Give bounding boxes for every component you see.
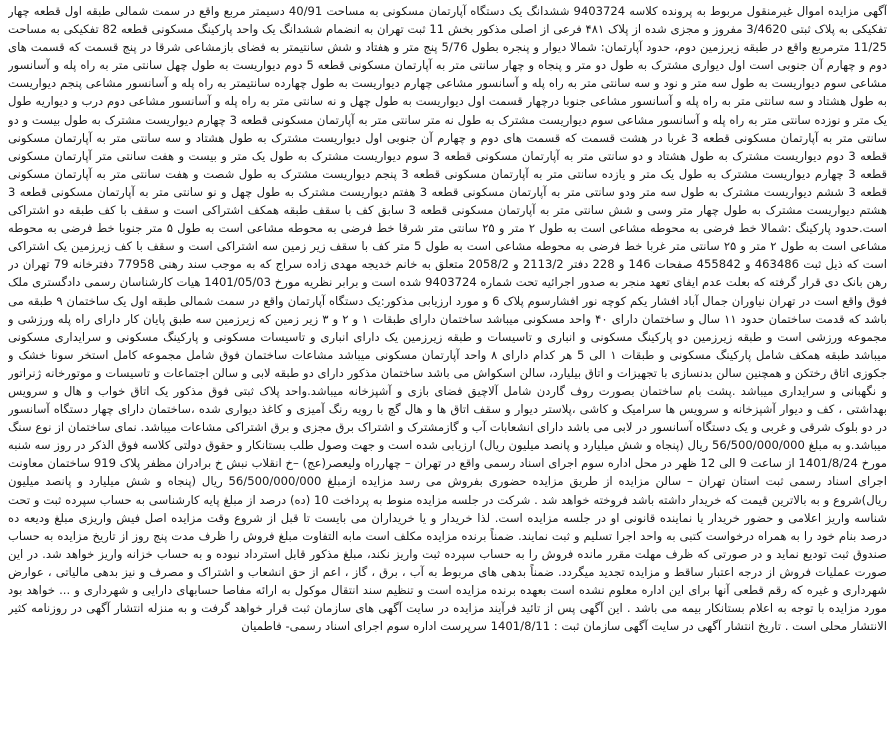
- auction-notice: [8, 2, 887, 729]
- notice-body: آگهی مزایده اموال غیرمنقول مربوط به پرونده کلاسه 9403724 ششدانگ یک دستگاه آپارتمان مسکونی به مساحت 40/91 دسیمتر مربع واقع در سمت شمالی طبقه اول قطعه چهار تفکیکی به پلاک ثبتی 3/4620 مفروز و مجزی شده از پلاک ۴۸۱ فرعی از اصلی مذکور بخش 11 ثبت تهران به انضمام ششدانگ یک واحد پارکینگ مسکونی قطعه 82 تفکیکی به مساحت 11/25 مترمربع واقع در طبقه زیرزمین دوم، حدود آپارتمان: شمالا دیوار و پنجره بطول 5/76 پنج متر و هفتاد و شش سانتیمتر به فضای بازمشاعی شرقا در پنج قسمت که قسمت های دوم و چهارم آن جنوبی است اول دیواری مشترک به طول دو متر و پنجاه و چهار سانتی متر به آپارتمان مسکونی قطعه 5 دوم دیواریست به طول چهل سانتی متر به راه پله و آسانسور مشاعی سوم دیواریست به طول سه متر و نود و سه سانتی متر به راه پله و آسانسور مشاعی چهارم دیواریست به طول چهارده سانتیمتر به راه پله و آسانسور مشاعی پنجم دیواریست به طول هشتاد و سه سانتی متر به راه پله و آسانسور مشاعی جنوبا درچهار قسمت اول دیواریست به طول چهل و نه سانتی متر به راه پله و آسانسور مشاعی دوم درب و دیواریه طول یک متر و نوزده سانتی متر به راه پله و آسانسور مشاعی سوم دیواریست مشترک به طول نه متر سانتی متر به آپارتمان مسکونی قطعه 3 چهارم دیواریست مشترک به طول بیست و دو سانتی متر به آپارتمان مسکونی قطعه 3 غربا در هشت قسمت که قسمت های دوم و چهارم آن جنوبی اول دیواریست مشترک به طول هشتاد و سه سانتی متر به آپارتمان مسکونی قطعه 3 دوم دیواریست مشترک به طول هشتاد و دو سانتی متر به آپارتمان مسکونی قطعه 3 سوم دیواریست مشترک به طول یک متر و بیست و هفت سانتی متر آپارتمان مسکونی قطعه 3 چهارم دیواریست مشترک به طول یک متر و یازده سانتی متر به آپارتمان مسکونی قطعه 3 پنجم دیواریست مشترک به طول شصت و هفت سانتی متر به آپارتمان مسکونی قطعه 3 ششم دیواریست مشترک به طول سه متر ودو سانتی متر به آپارتمان مسکونی قطعه 3 هفتم دیواریست مشترک به طول چهل و نو سانتی متر به آپارتمان مسکونی قطعه 3 هشتم دیواریست مشترک به طول چهار متر وسی و شش سانتی متر به آپارتمان مسکونی قطعه 3 سابق کف با سقف طبقه همکف اشتراکی است و سقف با کف طبقه دو اشتراکی است.حدود پارکینگ :شمالا خط فرضی به محوطه مشاعی است به طول ۲ متر و ۲۵ سانتی متر شرقا خط فرضی به محوطه مشاعی است به طول ۵ متر جنوبا خط فرضی به محوطه مشاعی است به طول ۲ متر و ۲۵ سانتی متر غربا خط فرضی به محوطه مشاعی است به طول 5 متر کف با سقف زیر زمین سه اشتراکی است و سقف با کف زیرزمین یک اشتراکی است که ذیل ثبت 463486 و 455842 صفحات 146 و 228 دفتر 2113/2 و 2058/2 متعلق به خانم خدیجه مهدی زاده سراج که به موجب سند رهنی 77958 دفترخانه 79 تهران در رهن بانک دی قرار گرفته که بعلت عدم ایفای تعهد منجر به صدور اجرائیه تحت شماره 9403724 شده است و برابر نظریه مورخ 1401/05/03 هیات کارشناسان رسمی دادگستری ملک فوق واقع است در تهران نیاوران جمال آباد افشار یکم کوچه نور افشارسوم پلاک 6 و مورد ارزیابی مذکور:یک دستگاه آپارتمان واقع در سمت شمالی طبقه اول یک ساختمان ۹ طبقه می باشد که قدمت ساختمان حدود ۱۱ سال و ساختمان دارای ۴۰ واحد مسکونی میباشد ساختمان دارای طبقات ۱ و ۲ و ۳ زیر زمین که زیرزمین سه طبق پایان کار دارای راه پله ورزشی و مجموعه ورزشی است و طبقه زیرزمین دو پارکینگ مسکونی و انباری و تاسیسات و طبقه زیرزمین یک دارای انباری و تاسیسات مسکونی و پارکینگ مسکونی و سرایداری مسکونی میباشد طبقه همکف شامل پارکینگ مسکونی و طبقات ۱ الی 5 هر کدام دارای ۸ واحد آپارتمان مسکونی میباشد مشاعات ساختمان فوق شامل مجموعه کامل استخر سونا خشک و جکوزی اتاق رختکن و همچنین سالن بدنسازی با تجهیزات و اتاق بیلیارد، سالن اسکواش می باشد ساختمان مذکور دارای دو طبقه لابی و سالن اجتماعات و تاسیسات و موتورخانه ژنراتور و نگهبانی و سرایداری میباشد .پشت بام ساختمان بصورت روف گاردن شامل آلاچیق فضای بازی و آشپزخانه میباشد.واحد پلاک ثبتی فوق مذکور یک اتاق خواب و هال و سرویس بهداشتی ، کف و دیوار آشپزخانه و سرویس ها سرامیک و کاشی ،پلاستر دیوار و سقف اتاق ها و هال گچ با رویه رنگ آمیزی و کاغذ دیواری شده ،ساختمان دارای چهار دستگاه آسانسور در دو بلوک شرقی و غربی و یک دستگاه آسانسور در لابی می باشد دارای انشعابات آب و گازمشترک و اشتراک برق مجزی و برق اشتراکی مشاعات میباشد. نمای ساختمان از نوع سنگ میباشد.و به مبلغ 56/500/000/000 ریال (پنجاه و شش میلیارد و پانصد میلیون ریال) ارزیابی شده است و جهت وصول طلب بستانکار و حقوق دولتی کلاسه فوق الذکر در روز سه شنبه مورخ 1401/8/24 از ساعت 9 الی 12 ظهر در محل اداره سوم اجرای اسناد رسمی واقع در تهران – چهارراه ولیعصر(عج) –خ انقلاب نبش خ برادران مظفر پلاک 919 ساختمان معاونت اجرای اسناد رسمی ثبت استان تهران – سالن مزایده از طریق مزایده حضوری بفروش می رسد مزایده ازمبلغ 56/500/000/000 ریال (پنجاه و شش میلیارد و پانصد میلیون ریال)شروع و به بالاترین قیمت که خریدار داشته باشد فروخته خواهد شد . شرکت در جلسه مزایده منوط به پرداخت 10 (ده) درصد از مبلغ پایه کارشناسی به حساب سپرده ثبت و تحت شناسه واریز اعلامی و حضور خریدار یا نماینده قانونی او در جلسه مزایده است. لذا خریدار و یا خریداران می بایست تا قبل از شروع وقت مزایده اصل فیش واریزی مبلغ ودیعه ده درصد بنام خود را به همراه درخواست کتبی به واحد اجرا تسلیم و ثبت نمایند. ضمناً برنده مزایده مکلف است مابه التفاوت مبلغ فروش را ظرف مدت پنج روز از تاریخ مزایده به حساب صندوق ثبت تودیع نماید و در صورتی که ظرف مهلت مقرر مانده فروش را به حساب سپرده ثبت واریز نکند، مبلغ مذکور قابل استرداد نبوده و به حساب خزانه واریز خواهد شد. در این صورت عملیات فروش از درجه اعتبار ساقط و مزایده تجدید میگردد. ضمناً بدهی های مربوط به آب ، برق ، گاز ، اعم از حق انشعاب و اشتراک و مصرف و نیز بدهی مالیاتی ، عوارض شهرداری و غیره که رقم قطعی آنها برای این اداره معلوم نشده است بعهده برنده مزایده است و تنظیم سند انتقال موکول به ارائه مفاصا حسابهای دارایی و شهرداری و ... خواهد بود مورد مزایده با توجه به اعلام بستانکار بیمه می باشد . این آگهی پس از تائید فرآیند مزایده در سایت آگهی های سازمان ثبت قرار خواهد گرفت و به منزله انتشار آگهی در روزنامه کثیر الانتشار محلی است . تاریخ انتشار آگهی در سایت آگهی سازمان ثبت : 1401/8/11 سرپرست اداره سوم اجرای اسناد رسمی- فاطمیان: [8, 4, 887, 634]
